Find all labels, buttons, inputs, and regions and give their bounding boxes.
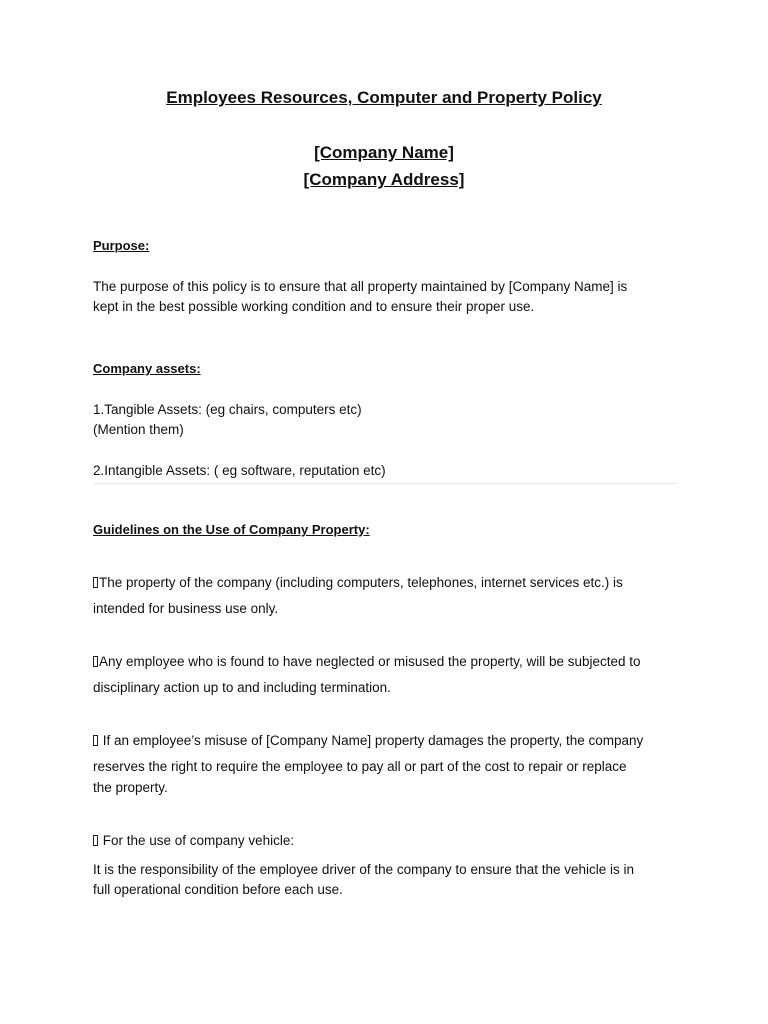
guideline-3-line-2: reserves the right to require the employee to pay all or part of the cost to repair or replace [93,759,627,774]
guideline-2-line-2: disciplinary action up to and including termination. [93,680,391,695]
missing-glyph-icon [93,835,98,846]
guideline-3-text: If an employee’s misuse of [Company Name] property damages the property, the company [99,733,644,748]
guideline-3-line-1 [93,731,643,751]
document-title: Employees Resources, Computer and Property Policy [166,88,602,107]
company-address: [Company Address] [303,170,465,189]
guideline-4-text: For the use of company vehicle: [99,833,295,848]
guideline-1-text: The property of the company (including computers, telephones, internet services etc.) is [99,575,623,590]
missing-glyph-icon [93,577,98,588]
guideline-1-line-2: intended for business use only. [93,601,279,616]
mention-them-line: (Mention them) [93,422,184,437]
purpose-heading: Purpose: [93,238,150,253]
purpose-line-2: kept in the best possible working condition and to ensure their proper use. [93,299,535,314]
vehicle-line-2: full operational condition before each use. [93,882,343,897]
company-assets-heading: Company assets: [93,361,201,376]
company-name: [Company Name] [314,143,454,162]
tangible-assets-line: 1.Tangible Assets: (eg chairs, computers etc) [93,402,362,417]
missing-glyph-icon [93,656,98,667]
guideline-4-line-1 [93,831,294,851]
guideline-3-line-3: the property. [93,780,168,795]
divider-line [93,483,676,484]
guideline-1-line-1 [93,573,623,593]
guideline-2-line-1 [93,652,641,672]
purpose-line-1: The purpose of this policy is to ensure that all property maintained by [Company Name] is [93,279,628,294]
missing-glyph-icon [93,735,98,746]
vehicle-line-1: It is the responsibility of the employee driver of the company to ensure that the vehicle is in [93,862,635,877]
intangible-assets-line: 2.Intangible Assets: ( eg software, reputation etc) [93,463,386,478]
guidelines-heading: Guidelines on the Use of Company Property: [93,522,370,537]
guideline-2-text: Any employee who is found to have neglected or misused the property, will be subjected to [99,654,641,669]
